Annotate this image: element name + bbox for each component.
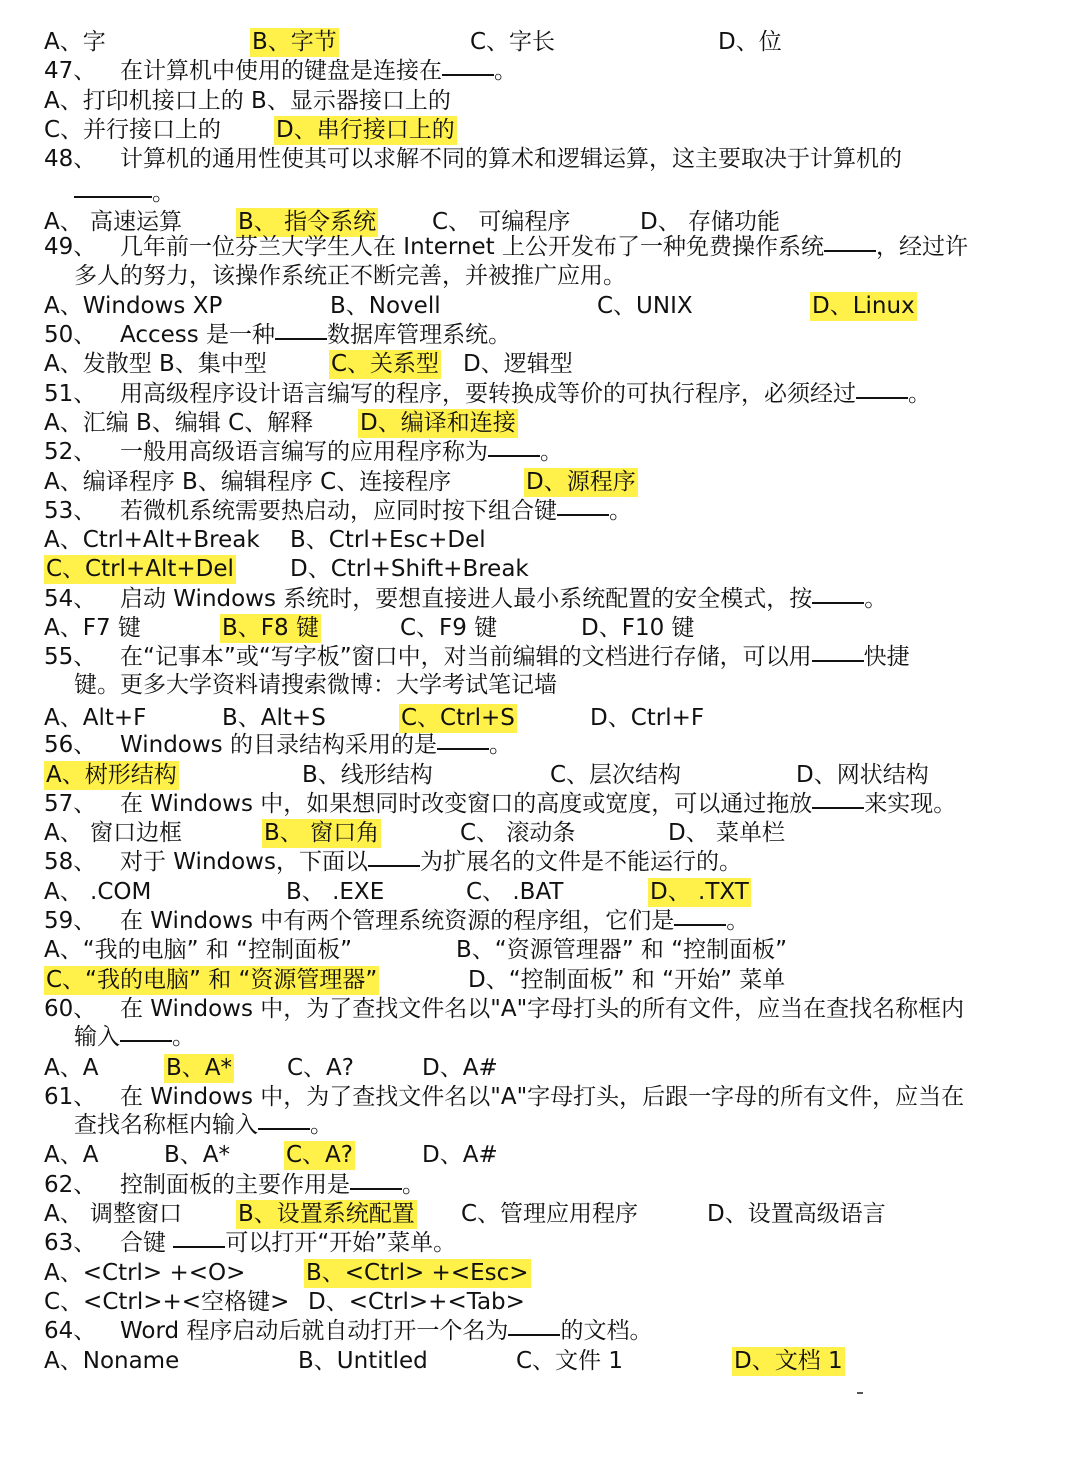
question-text: 在计算机中使用的键盘是连接在 。 [120,58,517,85]
question-line [0,145,1080,174]
option-line [0,936,1080,965]
option-line [0,704,1080,733]
answer-blank [488,455,540,457]
answer-option: D、F10 键 [581,615,695,641]
question-number: 54、 [44,585,97,612]
question-line [0,995,1080,1024]
answer-option: D、Ctrl+F [590,704,705,731]
answer-option: A、A [44,1142,99,1169]
question-line [0,907,1080,936]
answer-option: B、线形结构 [302,761,433,788]
option-line [0,1259,1080,1288]
answer-option: A、发散型 B、集中型 [44,351,267,378]
answer-option: A、打印机接口上的 B、显示器接口上的 [44,87,451,114]
question-number: 60、 [44,995,97,1022]
answer-option: C、层次结构 [550,761,682,788]
answer-option: C、UNIX [597,292,693,319]
answer-option: C、<Ctrl>+<空格键> [44,1288,290,1315]
answer-blank [812,807,864,809]
answer-option: D、网状结构 [796,761,929,788]
question-line [0,380,1080,409]
question-line [0,321,1080,350]
option-line [0,28,1080,57]
question-text: 用高级程序设计语言编写的程序，要转换成等价的可执行程序，必须经过 。 [120,380,931,407]
question-text: Word 程序启动后就自动打开一个名为 的文档。 [120,1318,653,1345]
question-number: 62、 [44,1171,97,1198]
answer-option: A、汇编 B、编辑 C、解释 [44,409,314,436]
question-number: 61、 [44,1083,97,1110]
answer-option: A、字 [44,29,106,55]
answer-option-highlighted: C、Ctrl+S [401,704,515,731]
answer-blank [442,74,494,76]
question-text: 在 Windows 中有两个管理系统资源的程序组，它们是 。 [120,908,750,934]
question-number: 57、 [44,790,97,817]
answer-option: A、“我的电脑” 和 “控制面板” [44,937,353,964]
answer-option: A、<Ctrl> +<O> [44,1259,246,1286]
answer-option: A、Noname [44,1347,180,1374]
option-line [0,614,1080,643]
question-number: 58、 [44,849,97,876]
answer-blank [120,1040,172,1042]
question-line [0,790,1080,819]
question-number: 49、 [44,234,97,261]
answer-option: D、逻辑型 [463,351,573,378]
answer-option: B、 .EXE [286,878,385,905]
question-text: 在 Windows 中，如果想同时改变窗口的高度或宽度，可以通过拖放 来实现。 [120,790,957,817]
answer-option: D、Ctrl+Shift+Break [290,556,529,583]
question-line [0,57,1080,86]
answer-blank [74,196,152,198]
answer-option: C、 .BAT [466,878,564,905]
question-line [0,731,1080,760]
answer-option: C、 可编程序 [432,208,571,235]
answer-option-highlighted: B、 窗口角 [264,820,380,847]
question-line [0,233,1080,262]
answer-option: D、<Ctrl>+<Tab> [308,1288,525,1315]
question-number: 47、 [44,58,97,85]
answer-option: A、Windows XP [44,292,223,319]
question-text: 查找名称框内输入 。 [74,1112,333,1139]
answer-option: D、“控制面板” 和 “开始” 菜单 [468,966,786,993]
answer-option: C、管理应用程序 [461,1201,639,1227]
question-text: 启动 Windows 系统时，要想直接进人最小系统配置的安全模式，按 。 [120,585,888,612]
option-line [0,761,1080,790]
answer-blank [812,602,864,604]
option-line [0,966,1080,995]
answer-option: B、Untitled [298,1347,428,1374]
question-text: 多人的努力，该操作系统正不断完善，并被推广应用。 [74,263,626,290]
option-line [0,116,1080,145]
option-line [0,1200,1080,1229]
option-line [0,1023,1080,1052]
option-line [0,819,1080,848]
answer-option: A、Alt+F [44,704,147,731]
question-number: 53、 [44,497,97,524]
question-text: 合键 可以打开“开始”菜单。 [120,1230,457,1257]
answer-option: B、“资源管理器” 和 “控制面板” [456,937,788,964]
answer-blank [812,660,864,662]
answer-option-highlighted: C、A? [286,1142,354,1169]
answer-option: B、Ctrl+Esc+Del [290,527,486,554]
question-text: 。 [74,179,175,208]
answer-option: C、并行接口上的 [44,116,222,143]
answer-option-highlighted: B、<Ctrl> +<Esc> [306,1259,529,1286]
answer-option: C、字长 [470,29,556,55]
question-line [0,497,1080,526]
option-line [0,292,1080,321]
question-number: 52、 [44,439,97,466]
answer-option-highlighted: B、字节 [252,29,337,55]
question-text: 若微机系统需要热启动，应同时按下组合键 。 [120,497,632,524]
question-number: 55、 [44,644,97,671]
question-text: 控制面板的主要作用是 。 [120,1171,425,1198]
answer-option: D、A# [422,1142,498,1169]
answer-option: A、F7 键 [44,615,141,641]
answer-blank [173,1246,225,1248]
answer-option: D、位 [718,29,782,55]
question-text: Windows 的目录结构采用的是 。 [120,732,512,759]
answer-option: A、编译程序 B、编辑程序 C、连接程序 [44,468,452,495]
answer-blank [437,748,489,750]
answer-option-highlighted: D、Linux [812,292,915,319]
question-line [0,438,1080,467]
answer-option: B、Alt+S [222,704,326,731]
question-text: 对于 Windows，下面以 为扩展名的文件是不能运行的。 [120,849,742,876]
answer-option-highlighted: D、文档 1 [734,1347,843,1374]
answer-option-highlighted: C、关系型 [331,351,440,378]
answer-option: C、F9 键 [400,615,498,641]
page-mark [857,1392,863,1394]
answer-option-highlighted: D、 .TXT [650,878,749,905]
answer-option: C、A? [287,1054,355,1081]
answer-option: D、 存储功能 [640,208,781,235]
question-number: 51、 [44,380,97,407]
answer-option: A、Ctrl+Alt+Break [44,527,260,554]
question-number: 59、 [44,908,97,934]
option-line [0,262,1080,291]
answer-option: A、 高速运算 [44,208,183,235]
answer-option: C、文件 1 [516,1347,624,1374]
question-number: 56、 [44,732,97,759]
option-line [0,878,1080,907]
question-text: 在 Windows 中，为了查找文件名以"A"字母打头，后跟一字母的所有文件，应当在 [120,1083,965,1110]
option-line [0,526,1080,555]
answer-blank [557,514,609,516]
answer-option: D、 菜单栏 [668,820,786,847]
question-text: 键。更多大学资料请搜索微博：大学考试笔记墙 [74,671,557,698]
answer-option-highlighted: B、F8 键 [222,615,319,641]
answer-option-highlighted: B、设置系统配置 [238,1201,415,1227]
option-line [0,179,1080,208]
question-text: 输入 。 [74,1024,195,1051]
answer-blank [508,1334,560,1336]
option-line [0,555,1080,584]
question-line [0,848,1080,877]
answer-option: A、 .COM [44,878,152,905]
question-text: Access 是一种 数据库管理系统。 [120,322,512,348]
option-line [0,1111,1080,1140]
answer-option: A、A [44,1054,99,1081]
option-line [0,1054,1080,1083]
answer-option: D、A# [422,1054,498,1081]
option-line [0,1141,1080,1170]
question-text: 几年前一位芬兰大学生人在 Internet 上公开发布了一种免费操作系统 ，经过许 [120,234,968,261]
answer-option-highlighted: C、“我的电脑” 和 “资源管理器” [46,966,378,993]
option-line [0,671,1080,700]
answer-option: D、设置高级语言 [707,1201,886,1227]
question-number: 48、 [44,146,97,173]
option-line [0,350,1080,379]
question-text: 在 Windows 中，为了查找文件名以"A"字母打头的所有文件，应当在查找名称框内 [120,995,965,1022]
answer-blank [674,924,726,926]
answer-option: A、 窗口边框 [44,820,183,847]
answer-blank [856,397,908,399]
option-line [0,1288,1080,1317]
option-line [0,1347,1080,1376]
question-line [0,643,1080,672]
question-number: 63、 [44,1230,97,1257]
question-text: 在“记事本”或“写字板”窗口中，对当前编辑的文档进行存储，可以用 快捷 [120,644,910,671]
answer-option-highlighted: B、A* [166,1054,233,1081]
answer-option-highlighted: C、Ctrl+Alt+Del [46,556,234,583]
option-line [0,87,1080,116]
answer-blank [258,1128,310,1130]
answer-blank [824,250,876,252]
answer-blank [368,865,420,867]
question-number: 50、 [44,322,97,348]
question-number: 64、 [44,1318,97,1345]
answer-blank [350,1188,402,1190]
answer-option-highlighted: A、树形结构 [46,761,177,788]
answer-blank [275,338,327,340]
answer-option: A、 调整窗口 [44,1201,183,1227]
option-line [0,468,1080,497]
question-line [0,585,1080,614]
question-text: 一般用高级语言编写的应用程序称为 。 [120,439,563,466]
answer-option: B、A* [164,1142,231,1169]
question-line [0,1317,1080,1346]
question-text: 计算机的通用性使其可以求解不同的算术和逻辑运算，这主要取决于计算机的 [120,146,902,173]
question-line [0,1229,1080,1258]
answer-option: B、Novell [330,292,441,319]
answer-option: C、 滚动条 [460,820,576,847]
answer-option-highlighted: B、 指令系统 [238,208,377,235]
question-line [0,1171,1080,1200]
answer-option-highlighted: D、编译和连接 [360,409,516,436]
answer-option-highlighted: D、串行接口上的 [276,116,455,143]
question-line [0,1083,1080,1112]
answer-option-highlighted: D、源程序 [526,468,636,495]
option-line [0,409,1080,438]
